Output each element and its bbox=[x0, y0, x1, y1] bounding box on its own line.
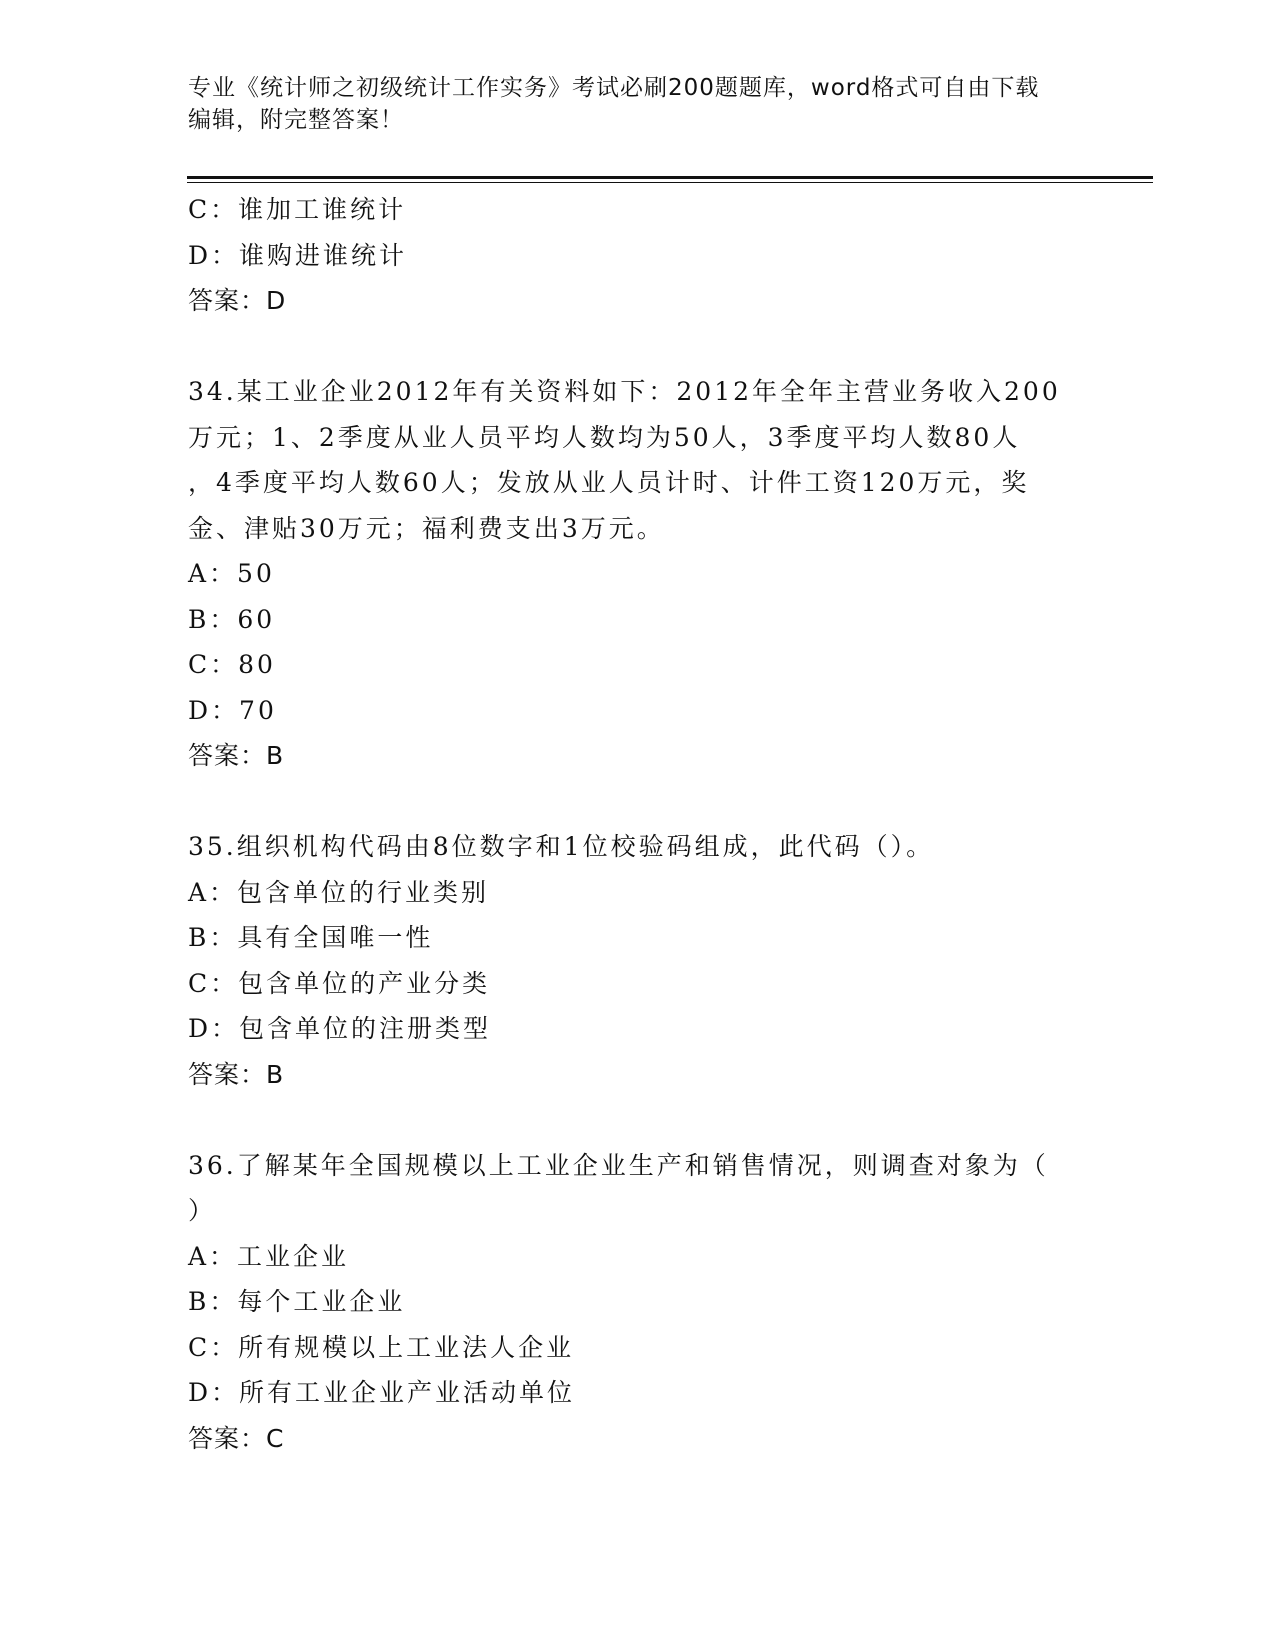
question-33-continuation bbox=[188, 187, 1068, 324]
header-rule-thin bbox=[187, 182, 1153, 183]
option-b: B：每个工业企业 bbox=[188, 1287, 406, 1316]
question-35 bbox=[188, 824, 1068, 1097]
header-line-1: 专业《统计师之初级统计工作实务》考试必刷200题题库，word格式可自由下载 bbox=[188, 75, 1040, 101]
document-header bbox=[188, 72, 1088, 136]
question-text-line: 金、津贴30万元；福利费支出3万元。 bbox=[188, 513, 665, 543]
question-text-line: 35.组织机构代码由8位数字和1位校验码组成，此代码（）。 bbox=[188, 832, 935, 861]
option-b: B：具有全国唯一性 bbox=[188, 923, 434, 952]
option-b: B：60 bbox=[188, 604, 276, 634]
option-c: C：谁加工谁统计 bbox=[188, 195, 407, 224]
option-a: A：包含单位的行业类别 bbox=[188, 877, 490, 907]
option-d: D：谁购进谁统计 bbox=[188, 240, 408, 270]
answer: 答案：C bbox=[188, 1423, 285, 1453]
spacer bbox=[188, 324, 1068, 370]
option-a: A：50 bbox=[188, 559, 275, 588]
question-text-line: 34.某工业企业2012年有关资料如下：2012年全年主营业务收入200 bbox=[188, 377, 1061, 406]
option-d: D：所有工业企业产业活动单位 bbox=[188, 1378, 576, 1407]
question-text-line: ） bbox=[188, 1196, 217, 1225]
question-text-line: ，4季度平均人数60人；发放从业人员计时、计件工资120万元，奖 bbox=[188, 468, 1030, 497]
question-36 bbox=[188, 1143, 1068, 1462]
question-34 bbox=[188, 369, 1068, 779]
option-d: D：包含单位的注册类型 bbox=[188, 1014, 492, 1043]
answer: 答案：B bbox=[188, 1059, 285, 1089]
document-body bbox=[188, 187, 1068, 1461]
question-text-line: 万元；1、2季度从业人员平均人数均为50人，3季度平均人数80人 bbox=[188, 422, 1021, 452]
header-line-2: 编辑，附完整答案！ bbox=[188, 107, 404, 133]
option-c: C：所有规模以上工业法人企业 bbox=[188, 1332, 575, 1362]
option-c: C：80 bbox=[188, 650, 276, 679]
option-d: D：70 bbox=[188, 695, 277, 725]
option-a: A：工业企业 bbox=[188, 1241, 350, 1271]
answer: 答案：B bbox=[188, 741, 285, 770]
question-text-line: 36.了解某年全国规模以上工业企业生产和销售情况，则调查对象为（ bbox=[188, 1150, 1049, 1180]
spacer bbox=[188, 779, 1068, 825]
option-c: C：包含单位的产业分类 bbox=[188, 968, 491, 998]
answer: 答案：D bbox=[188, 286, 287, 315]
spacer bbox=[188, 1097, 1068, 1143]
header-rule-thick bbox=[187, 176, 1153, 179]
